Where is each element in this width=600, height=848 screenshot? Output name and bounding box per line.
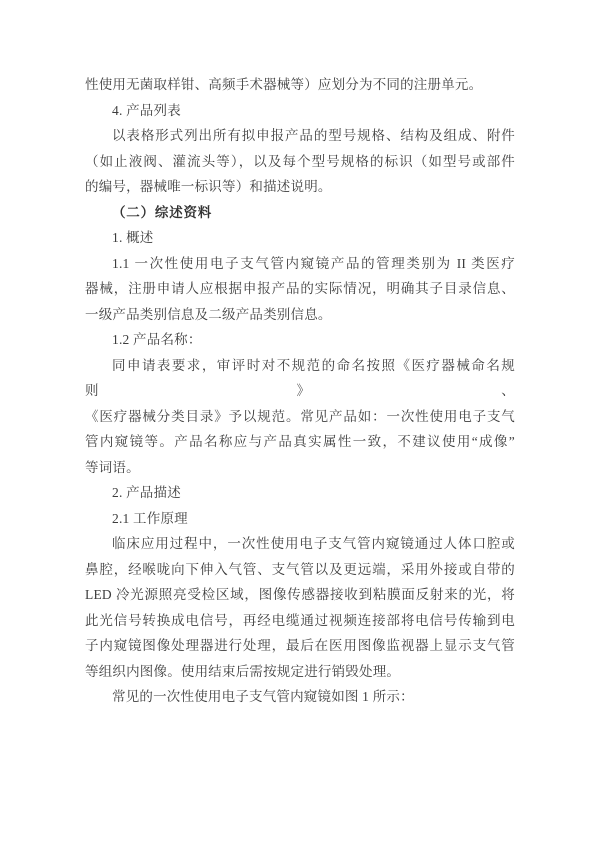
subsection-title: 2. 产品描述 bbox=[112, 485, 181, 500]
body-line: 等组织内图像。使用结束后需按规定进行销毁处理。 bbox=[85, 663, 401, 679]
section-heading: （二）综述资料 bbox=[112, 204, 213, 220]
body-line: 性使用无菌取样钳、高频手术器械等）应划分为不同的注册单元。 bbox=[85, 77, 483, 92]
body-line: 临床应用过程中，一次性使用电子支气管内窥镜通过人体口腔或 bbox=[112, 536, 515, 551]
subsection-title: 2.1 工作原理 bbox=[112, 510, 188, 526]
body-line: 子内窥镜图像处理器进行处理，最后在医用图像监视器上显示支气管 bbox=[85, 638, 515, 653]
body-line: 1.1 一次性使用电子支气管内窥镜产品的管理类别为 II 类医疗 bbox=[112, 255, 515, 271]
subsection-title: 1.2 产品名称： bbox=[112, 332, 202, 347]
body-line: 常见的一次性使用电子支气管内窥镜如图 1 所示： bbox=[112, 689, 414, 704]
body-line: 的编号，器械唯一标识等）和描述说明。 bbox=[85, 179, 332, 194]
list-item-title: 4. 产品列表 bbox=[112, 102, 181, 118]
body-line: 一级产品类别信息及二级产品类别信息。 bbox=[85, 306, 332, 322]
body-line: 同申请表要求，审评时对不规范的命名按照《医疗器械命名规则》、 bbox=[85, 357, 515, 398]
body-line: 此光信号转换成电信号，再经电缆通过视频连接部将电信号传输到电 bbox=[85, 612, 515, 628]
body-line: 鼻腔，经喉咙向下伸入气管、支气管以及更远端，采用外接或自带的 bbox=[85, 561, 515, 577]
body-line: 以表格形式列出所有拟申报产品的型号规格、结构及组成、附件 bbox=[112, 128, 515, 143]
document-text-block bbox=[85, 72, 515, 710]
body-line: 器械，注册申请人应根据申报产品的实际情况，明确其子目录信息、 bbox=[85, 281, 515, 296]
body-line: （如止液阀、灌流头等），以及每个型号规格的标识（如型号或部件 bbox=[85, 153, 515, 169]
body-line: LED 冷光源照亮受检区域，图像传感器接收到粘膜面反射来的光，将 bbox=[85, 587, 515, 602]
body-line: 《医疗器械分类目录》予以规范。常见产品如：一次性使用电子支气 bbox=[85, 408, 515, 424]
body-line: 等词语。 bbox=[85, 459, 140, 475]
subsection-title: 1. 概述 bbox=[112, 230, 154, 245]
body-line: 管内窥镜等。产品名称应与产品真实属性一致，不建议使用“成像” bbox=[85, 434, 515, 449]
